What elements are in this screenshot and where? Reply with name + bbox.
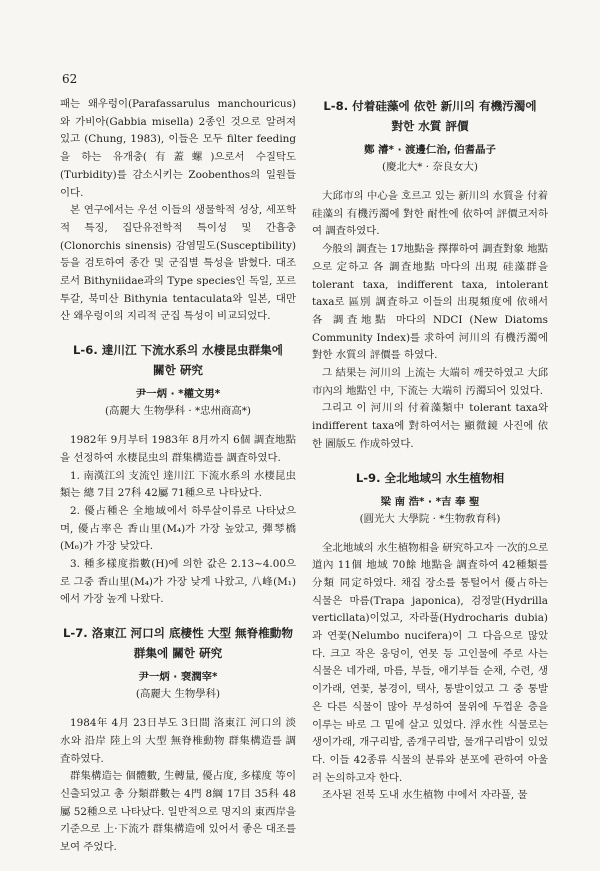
section-l8-title-line1: L-8. 付着硅藻에 依한 新川의 有機汚濁에 [323, 99, 537, 113]
section-l6-paragraph-1: 1982年 9月부터 1983年 8月까지 6個 調査地點을 선정하여 水棲昆虫의 群集構造를 調査하였다. [60, 434, 296, 464]
section-l6-affiliation: (高麗大 生物學科 · *忠州商高*) [104, 405, 251, 418]
section-l7-paragraph-1: 1984年 4月 23日부도 3日間 洛東江 河口의 淡水와 沿岸 陸上의 大型 無脊椎動物 群集構造를 調査하였다. [60, 717, 296, 765]
section-l7-title-line2: 群集에 關한 硏究 [133, 646, 223, 661]
section-l7-title [60, 623, 296, 663]
page-number: 62 [62, 72, 78, 86]
section-l9-authors: 梁 南 浩* · *吉 奉 聖 [380, 495, 480, 508]
section-l6-title-line2: 關한 硏究 [152, 363, 204, 378]
section-l8-affiliation: (慶北大* · 奈良女大) [382, 161, 478, 173]
section-l6-paragraph-4: 3. 種多樣度指數(H)에 의한 값은 2.13~4.00으로 그중 香山里(M₄)가 가장 낮게 나왔고, 八峰(M₁)에서 가장 높게 나왔다. [60, 558, 296, 606]
section-l9-affiliation: (圓光大 大學院 · *生物敎育科) [359, 512, 501, 525]
section-l8-paragraph-1: 大邱市의 中心을 호르고 있는 新川의 水質을 付着硅藻의 有機汚濁에 對한 耐性에 依하여 評價코저하여 調査하였다. [312, 190, 548, 238]
intro-paragraph-2: 본 연구에서는 우선 이들의 생물학적 성상, 세포학적 특징, 집단유전학적 특이성 및 간흡충(Clonorchis sinensis) 감염밀도(Susceptibility)등을 검토하여 종간 및 군집별 특성을 밝혔다. 대조로서 Bithyniidae과의 Type species인 독일, 포르투갈, 북미산 Bithynia tentaculata와 일본, 대만산 왜우렁이의 지리적 군집 특성이 비교되었다. [60, 204, 296, 323]
left-column [60, 96, 296, 857]
section-l6-authors: 尹一炳 · *權文男* [135, 388, 221, 401]
right-column [312, 96, 548, 805]
section-l9-title: L-9. 全北地域의 水生植物相 [355, 470, 505, 485]
section-l8-paragraph-3: 그 結果는 河川의 上流는 大端히 깨끗하였고 大邱市內의 地點인 中, 下流는 大端히 汚濁되어 있었다. [312, 367, 548, 397]
section-l8-paragraph-2: 今般의 調査는 17地點을 擇擇하여 調査對象 地點으로 定하고 各 調査地點 마다의 出現 硅藻群을 tolerant taxa, indifferent taxa, intolerant taxa로 區別 調査하고 이들의 出現頻度에 依해서 各 調査地點 마다의 NDCI (New Diatoms Community Index)를 求하여 河川의 有機汚濁에 對한 水質의 評價를 하였다. [312, 243, 548, 362]
section-l7-paragraph-2: 群集構造는 個體數, 生轉量, 優占度, 多樣度 等이 신출되었고 총 分類群數는 4門 8綱 17目 35科 48屬 52種으로 나타났다. 일반적으로 명지의 東西岸을 기준으로 上·下流가 群集構造에 있어서 좋은 대조를 보여 주었다. [60, 770, 296, 854]
section-l7-authors: 尹一炳 · 裵潤宰* [138, 671, 218, 684]
section-l8-title-line2: 對한 水質 評價 [391, 119, 469, 133]
section-l8-authors: 鄭 濬* · 渡邊仁治, 伯耆晶子 [364, 144, 496, 156]
section-l6-paragraph-2: 1. 南漢江의 支流인 達川江 下流水系의 水棲昆虫類는 總 7目 27科 42屬 71種으로 나타났다. [60, 469, 296, 500]
section-l9-paragraph-1: 全北地域의 水生植物相을 研究하고자 一次的으로 道內 11個 地域 70餘 地點을 調査하여 42種類를 分類 同定하였다. 채집 장소를 통털어서 優占하는 식물은 마름(Trapa japonica), 검정말(Hydrilla verticllata)이었고, 자라풀(Hydrocharis dubia)과 연꽃(Nelumbo nucifera)이 그 다음으로 많았다. 크고 작은 웅덩이, 연못 등 고인물에 주로 사는 식물은 네가래, 마름, 부들, 애기부들 순채, 수련, 생이가래, 연꽃, 붕경이, 택사, 통발이었고 그 중 통발은 다른 식물이 많아 무성하여 물위에 두껍운 층을 이루는 바로 그 밑에 살고 있었다. 浮水性 식물로는 생이가래, 개구리밥, 좀개구리밥, 물개구리밥이 있었다. 이들 42종류 식물의 분류와 분포에 관하여 아울러 논의하고자 한다. [312, 541, 548, 784]
section-l7-affiliation: (高麗大 生物學科) [135, 688, 221, 701]
section-l9-paragraph-2: 조사된 전북 도내 水生植物 中에서 자라풀, 물 [322, 789, 528, 802]
section-l6-paragraph-3: 2. 優占種은 全地域에서 하루살이류로 나타났으며, 優占率은 香山里(M₄)가 가장 높았고, 彈琴橋(M₆)가 가장 낮았다. [60, 504, 296, 553]
section-l8-paragraph-4: 그리고 이 河川의 付着藻類中 tolerant taxa와 indifferent taxa에 對하여서는 顯微鏡 사진에 依한 圖版도 作成하였다. [312, 402, 548, 450]
section-l6-title-line1: L-6. 達川江 下流水系의 水棲昆虫群集에 [73, 343, 283, 358]
section-l7-title-line1: L-7. 洛東江 河口의 底棲性 大型 無脊椎動物 [63, 626, 293, 641]
section-l6-title [60, 340, 296, 380]
section-l8-title [312, 96, 548, 136]
intro-paragraph-1: 패는 왜우렁이(Parafassarulus manchouricus)와 가비아(Gabbia misella) 2종인 것으로 알려져 있고 (Chung, 1983), 이들은 모두 filter feeding을 하는 유개충(有蓋螺)으로서 수질탁도(Turbidity)를 감소시키는 Zoobenthos의 일원들이다. [60, 98, 296, 199]
